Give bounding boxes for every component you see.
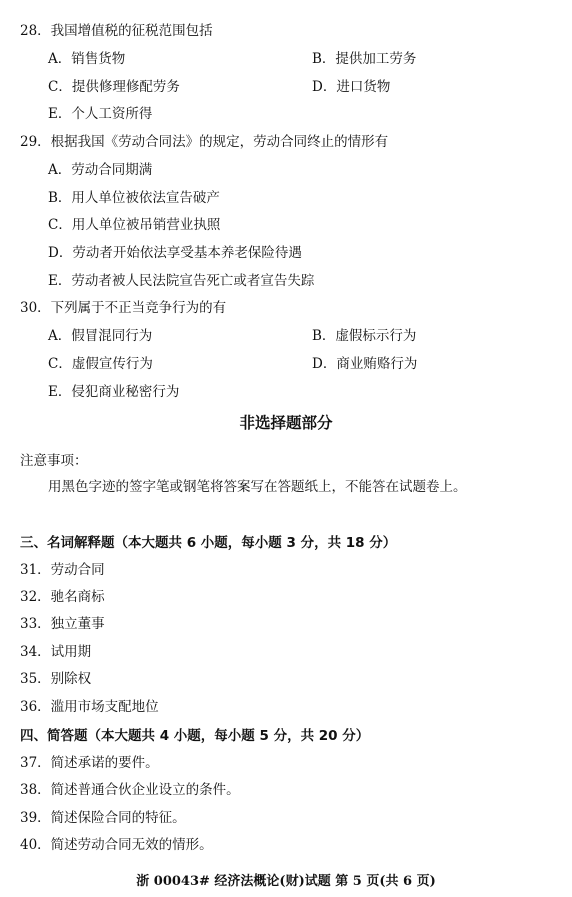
q29-option-c: C．用人单位被吊销营业执照	[48, 217, 221, 233]
section3-item: 31．劳动合同	[20, 562, 105, 578]
q30-option-a: A．假冒混同行为	[48, 328, 153, 344]
q30-option-b: B．虚假标示行为	[312, 328, 417, 344]
q28-option-b: B．提供加工劳务	[312, 51, 417, 67]
q29-option-a: A．劳动合同期满	[48, 162, 153, 178]
notice-heading: 注意事项：	[20, 453, 88, 469]
section4-item: 40．简述劳动合同无效的情形。	[20, 837, 213, 853]
section3-item: 34．试用期	[20, 644, 92, 660]
section3-item: 35．别除权	[20, 671, 92, 687]
q30-option-c: C．虚假宣传行为	[48, 356, 153, 372]
notice-body: 用黑色字迹的签字笔或钢笔将答案写在答题纸上，不能答在试题卷上。	[48, 479, 467, 495]
q29-stem: 29．根据我国《劳动合同法》的规定，劳动合同终止的情形有	[20, 134, 389, 150]
q28-stem: 28．我国增值税的征税范围包括	[20, 23, 213, 39]
section3-item: 36．滥用市场支配地位	[20, 699, 159, 715]
q28-option-e: E．个人工资所得	[48, 106, 153, 122]
section4-item: 39．简述保险合同的特征。	[20, 810, 186, 826]
section3-item: 33．独立董事	[20, 616, 105, 632]
q28-option-a: A．销售货物	[48, 51, 126, 67]
q29-option-b: B．用人单位被依法宣告破产	[48, 190, 220, 206]
q28-option-d: D．进口货物	[312, 79, 391, 95]
q29-option-e: E．劳动者被人民法院宣告死亡或者宣告失踪	[48, 273, 315, 289]
section3-item: 32．驰名商标	[20, 589, 105, 605]
section4-heading: 四、简答题（本大题共 4 小题，每小题 5 分，共 20 分）	[20, 728, 370, 744]
page-footer: 浙 00043# 经济法概论(财)试题 第 5 页(共 6 页)	[136, 874, 436, 889]
q28-option-c: C．提供修理修配劳务	[48, 79, 180, 95]
q30-option-e: E．侵犯商业秘密行为	[48, 384, 180, 400]
q30-stem: 30．下列属于不正当竞争行为的有	[20, 300, 227, 316]
section3-heading: 三、名词解释题（本大题共 6 小题，每小题 3 分，共 18 分）	[20, 535, 397, 551]
section4-item: 38．简述普通合伙企业设立的条件。	[20, 782, 240, 798]
q29-option-d: D．劳动者开始依法享受基本养老保险待遇	[48, 245, 302, 261]
section4-item: 37．简述承诺的要件。	[20, 755, 159, 771]
part-title: 非选择题部分	[239, 414, 333, 432]
q30-option-d: D．商业贿赂行为	[312, 356, 418, 372]
